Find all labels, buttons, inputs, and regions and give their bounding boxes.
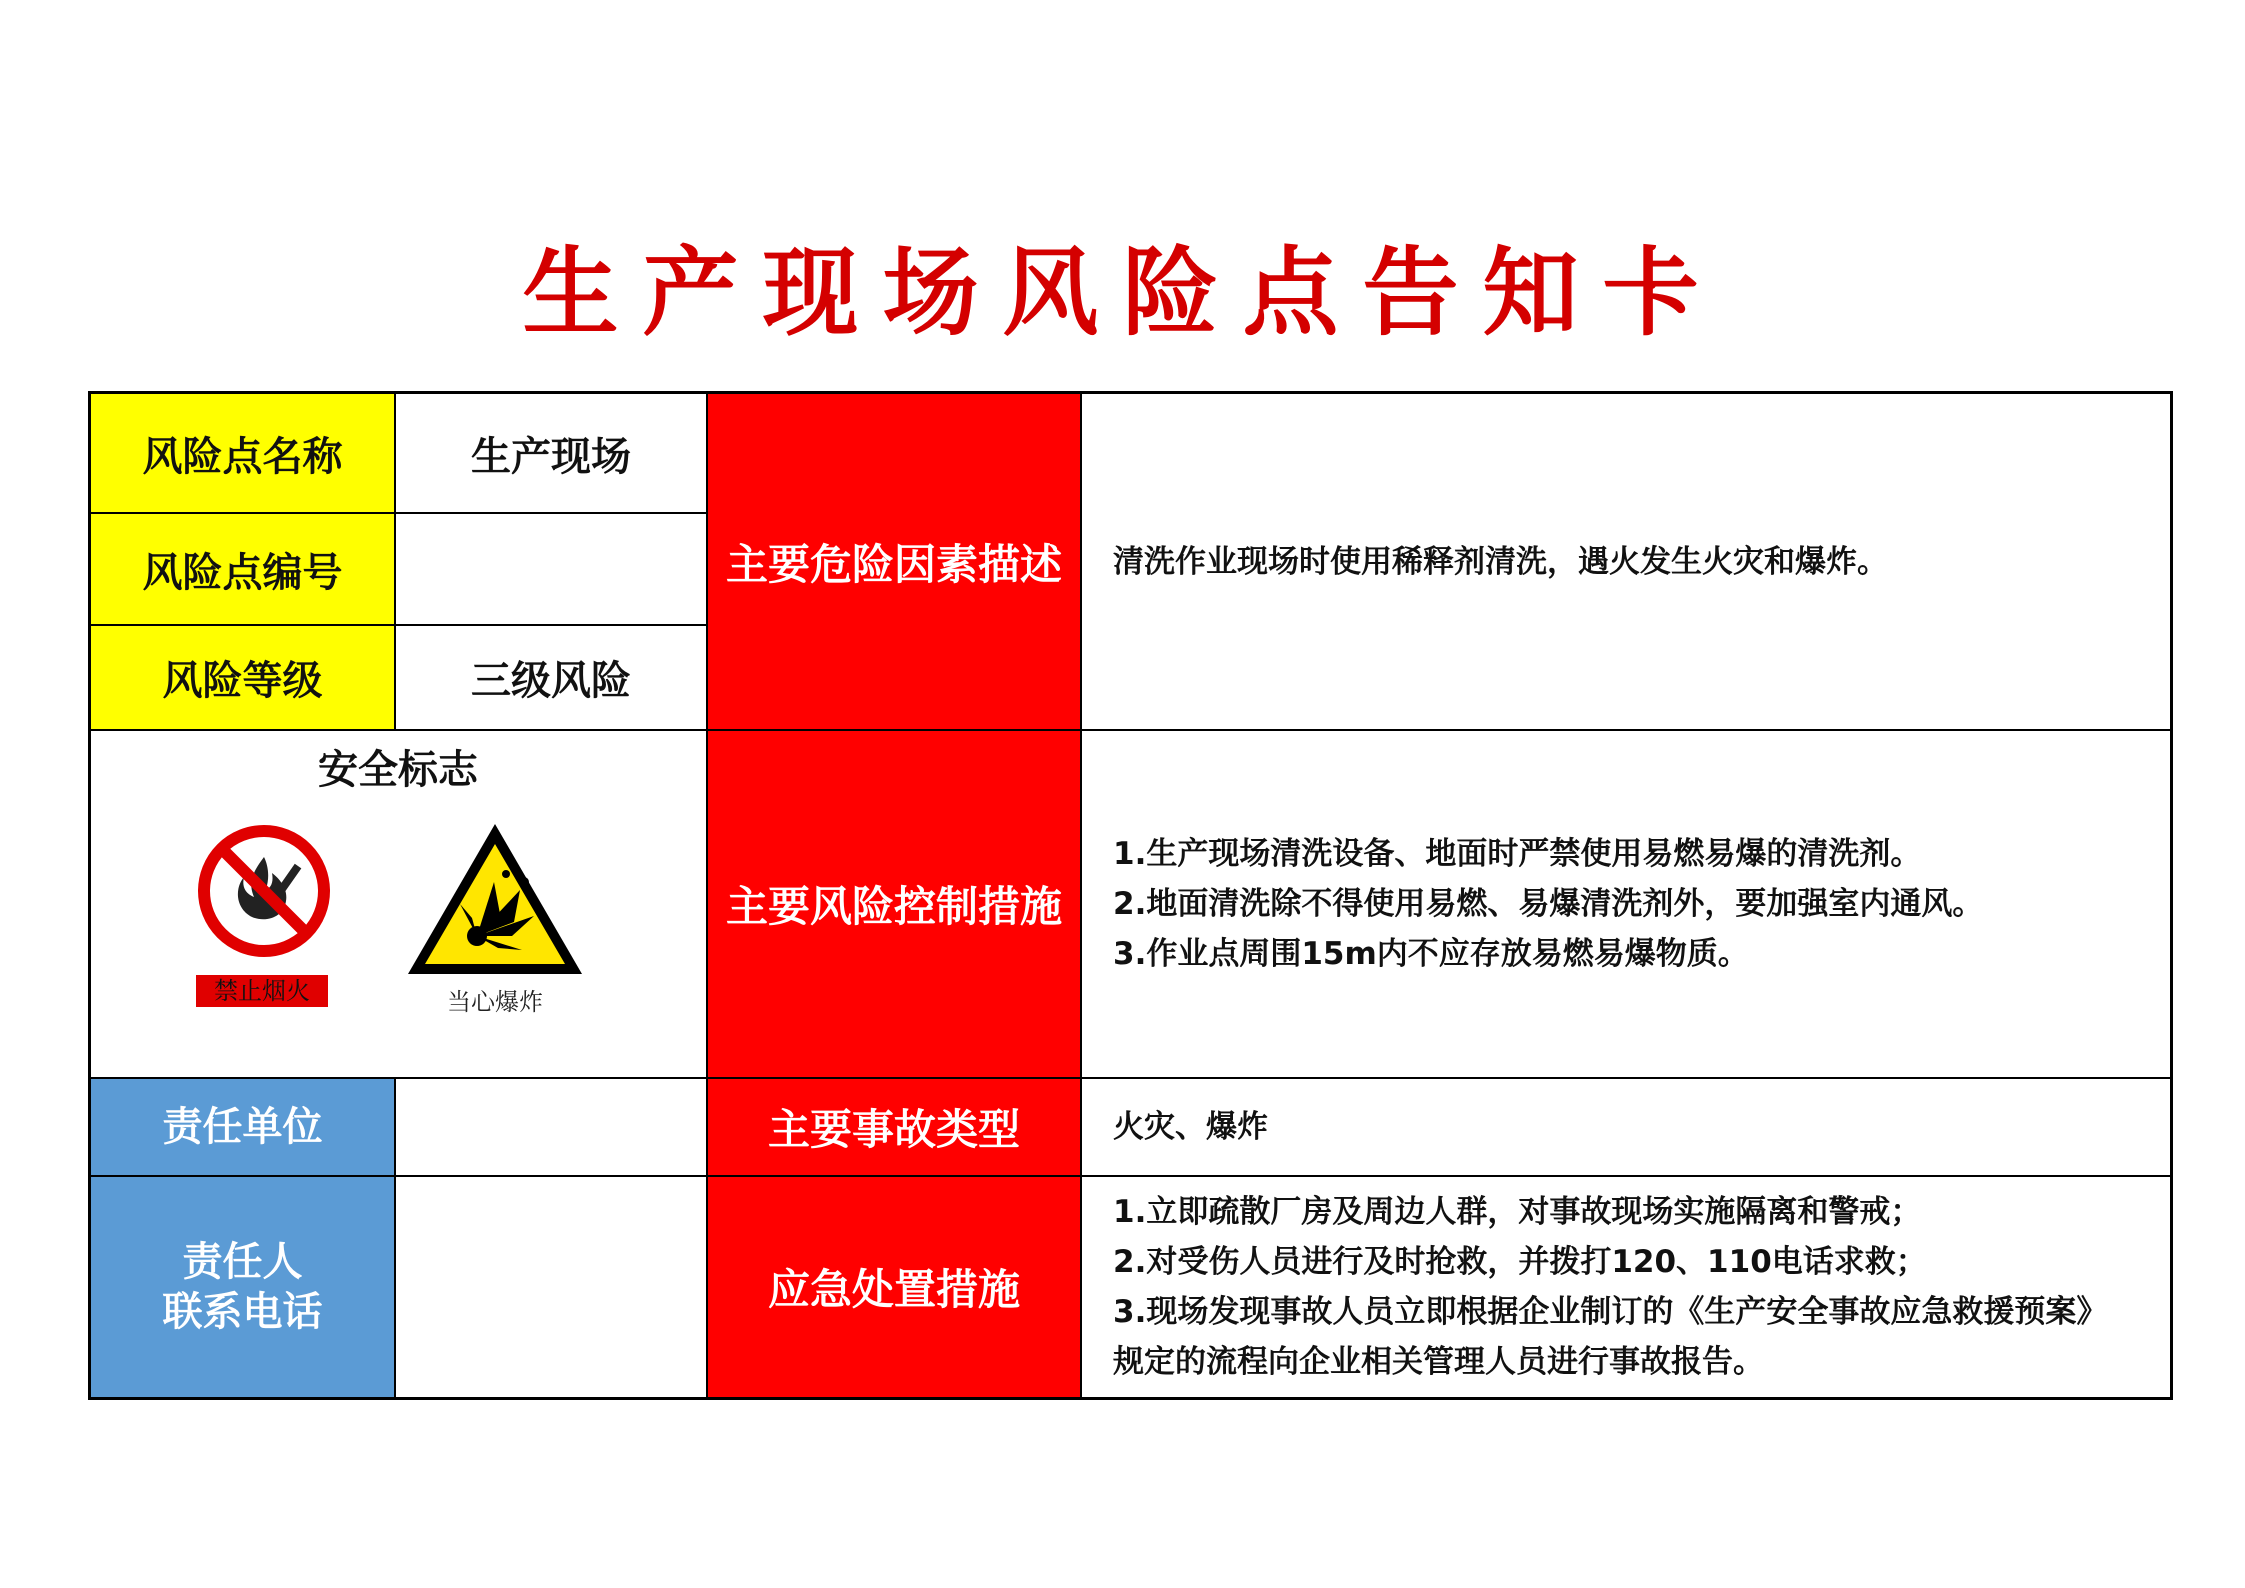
table-border-bottom: [88, 1397, 2173, 1400]
grid-line: [1080, 391, 1082, 1400]
grid-line: [88, 1077, 2173, 1079]
safety-signs-title: 安全标志: [318, 747, 478, 793]
hazard-label: 主要危险因素描述: [707, 393, 1081, 730]
control-label: 主要风险控制措施: [707, 730, 1081, 1078]
accident-type-value: 火灾、爆炸: [1113, 1109, 1268, 1145]
control-line: 2.地面清洗除不得使用易燃、易爆清洗剂外，要加强室内通风。: [1113, 886, 1984, 922]
hazard-description: 清洗作业现场时使用稀释剂清洗，遇火发生火灾和爆炸。: [1113, 543, 1888, 580]
table-border-left: [88, 391, 91, 1400]
accident-type-label: 主要事故类型: [707, 1078, 1081, 1176]
risk-name-value: 生产现场: [471, 433, 631, 480]
grid-line: [706, 391, 708, 1400]
emergency-line: 规定的流程向企业相关管理人员进行事故报告。: [1113, 1344, 1764, 1380]
explosion-warning-icon: [402, 818, 588, 980]
emergency-line: 2.对受伤人员进行及时抢救，并拨打120、110电话求救；: [1113, 1244, 1927, 1280]
risk-level-label: 风险等级: [90, 625, 395, 730]
grid-line: [394, 391, 396, 730]
no-fire-sign-icon: [196, 823, 332, 959]
responsible-unit-value: [395, 1078, 707, 1176]
risk-number-value: [395, 513, 707, 625]
grid-line: [88, 1175, 2173, 1177]
explosion-warning-label: 当心爆炸: [447, 988, 543, 1016]
table-border-right: [2170, 391, 2173, 1400]
no-fire-sign-label: 禁止烟火: [196, 975, 328, 1007]
control-measures: [1081, 730, 2171, 1078]
emergency-line: 1.立即疏散厂房及周边人群，对事故现场实施隔离和警戒；: [1113, 1194, 1922, 1230]
grid-line: [394, 1077, 396, 1399]
risk-level-value: 三级风险: [471, 658, 631, 704]
grid-line: [88, 624, 708, 626]
emergency-label: 应急处置措施: [707, 1176, 1081, 1398]
control-line: 3.作业点周围15m内不应存放易燃易爆物质。: [1113, 936, 1749, 972]
grid-line: [88, 729, 2173, 731]
grid-line: [88, 512, 708, 514]
page-title: 生产现场风险点告知卡: [522, 237, 1723, 349]
risk-number-label: 风险点编号: [90, 513, 395, 625]
table-border-top: [88, 391, 2173, 394]
emergency-measures: [1081, 1176, 2171, 1398]
responsible-unit-label: 责任单位: [90, 1078, 395, 1176]
responsible-person-label: 责任人 联系电话: [90, 1176, 395, 1398]
control-line: 1.生产现场清洗设备、地面时严禁使用易燃易爆的清洗剂。: [1113, 836, 1922, 872]
responsible-person-value: [395, 1176, 707, 1398]
emergency-line: 3.现场发现事故人员立即根据企业制订的《生产安全事故应急救援预案》: [1113, 1294, 2108, 1330]
risk-name-label: 风险点名称: [90, 393, 395, 513]
